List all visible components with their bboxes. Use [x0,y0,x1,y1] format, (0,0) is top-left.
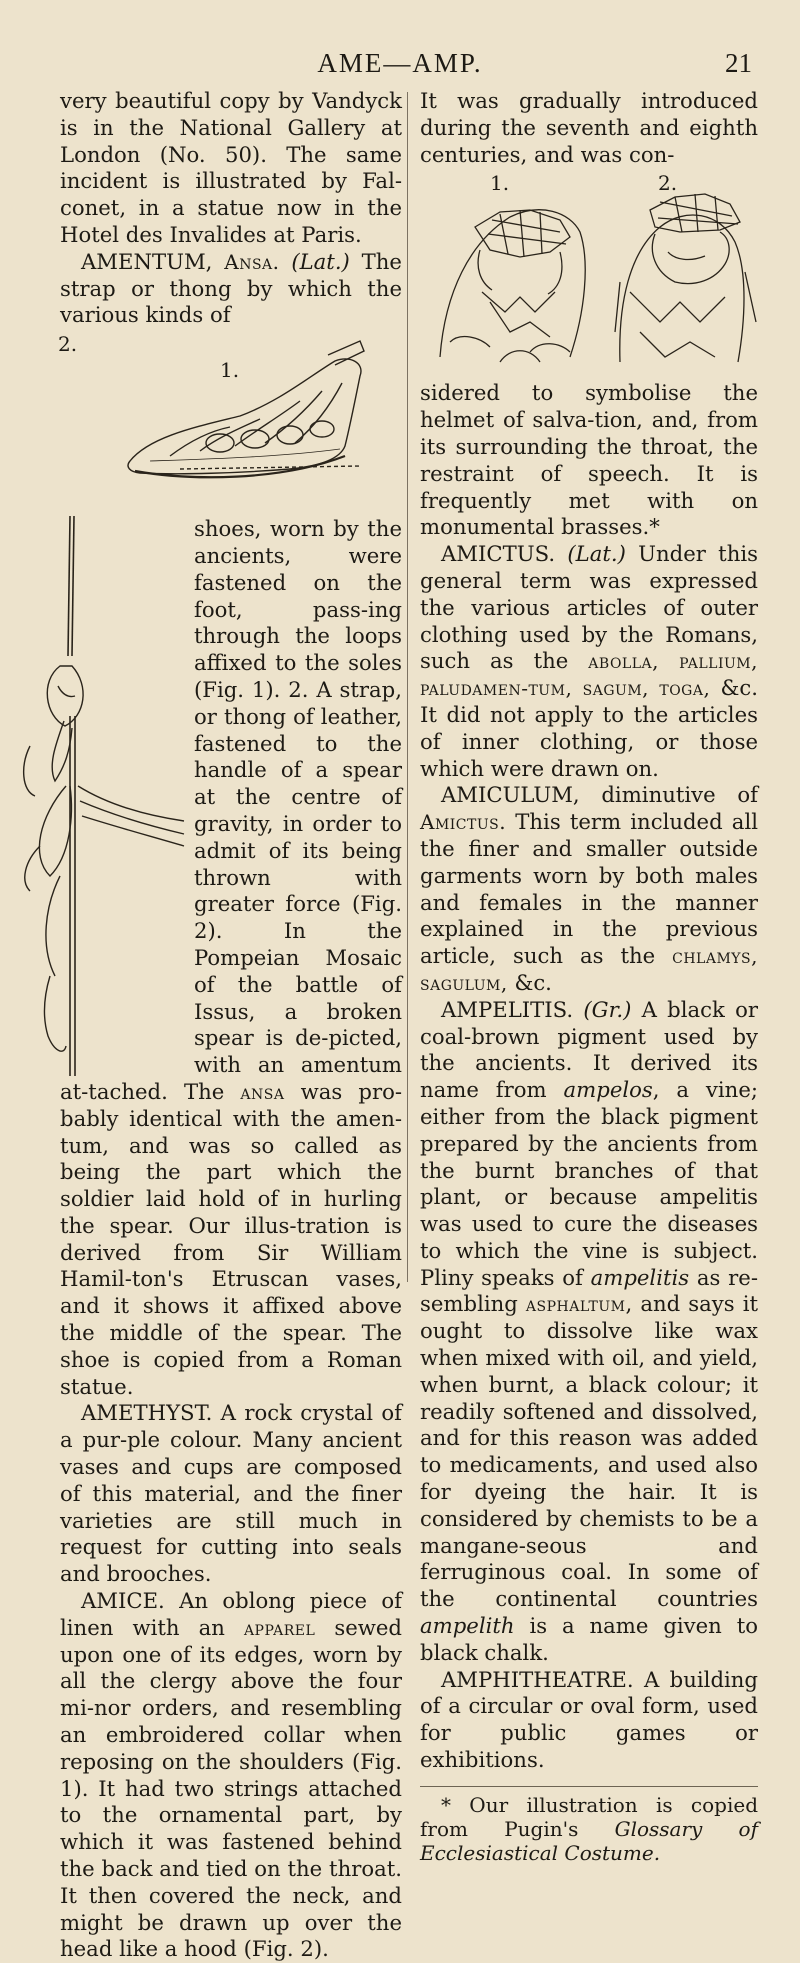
amentum-shoe-figure [60,331,402,516]
amethyst-headword: AMETHYST. [81,1400,213,1426]
amentum-headword: AMENTUM, [81,248,213,274]
left-column [60,88,402,1963]
amentum-spear-figure [0,516,186,1076]
ampelitis-text-d: , and says it ought to dissolve like wax when mixed with oil, and yield, when burnt, a black colour; it readily softened and dissolved, and for this reason was added to medicaments, and used also for dyeing the hair. It is considered by chemists to be a mangane-seous and ferruginous coal. In some of the continental countries [420,1291,758,1612]
amiculum-text-a: diminutive of [579,782,758,808]
column-divider [407,92,408,1282]
ampelitis-headword: AMPELITIS. [441,996,574,1022]
figure-1-label: 1. [220,358,240,383]
amphitheatre-text: A building of a circular or oval form, used for public games or exhibitions. [420,1666,758,1773]
amictus-text-a: Under this general term was expressed the various articles of outer clothing used by the Romans, such as the [420,541,758,674]
ampelitis-text-b: , a vine; either from the black pigment prepared by the ancients from the burnt branches of that plant, or because ampelitis was used to cure the diseases to which the vine is subject. Pliny speaks of [420,1077,758,1290]
amethyst-text: A rock crystal of a pur-ple colour. Many ancient vases and cups are composed of this material, and the finer varieties are still much in request for cutting into seals and brooches. [60,1400,402,1587]
spear-with-thong-illustration [0,516,186,1076]
amentum-text-b: shoes, worn by the ancients, were fastened on the foot, pass-ing through the loops affixed to the soles (Fig. 1). 2. A strap, or thong of leather, fastened to the handle of a spear at the centre of gravity, in order to admit of its being thrown with greater force (Fig. 2). In the Pompeian Mosaic of the battle of Issus, a broken spear is de-picted, with an amentum at-tached. The [60,516,402,1104]
amiculum-amictus-term: Amictus. [420,810,507,835]
amice-text-a: An oblong piece of linen with an [60,1588,402,1640]
amiculum-text-b: This term included all the finer and smaller outside garments worn by both males and females in the manner explained in the previous article, such as the [420,809,758,969]
amiculum-text-c: &c. [507,969,552,995]
amentum-ansa: Ansa. [224,249,280,274]
ampelitis-entry [420,997,758,1667]
ampelitis-text-e: is a name given to black chalk. [420,1613,758,1665]
amictus-terms: abolla, pallium, paludamen-tum, sagum, toga, [420,649,758,701]
amictus-text-b: &c. It did not apply to the articles of inner clothing, or those which were drawn on. [420,675,759,781]
ampelitis-text-a: A black or coal-brown pigment used by the ancients. It derived its name from [420,996,758,1103]
footnote-text: * Our illustration is copied from Pugin's [420,1792,758,1841]
footnote [420,1793,758,1865]
amictus-lang: (Lat.) [567,541,626,567]
right-column [420,88,758,1865]
ampelitis-ampelos: ampelos [563,1077,653,1103]
amphitheatre-headword: AMPHITHEATRE. [441,1666,634,1692]
amiculum-entry [420,782,758,996]
amentum-ansa-term: ansa [240,1079,285,1104]
vandyck-paragraph: very beautiful copy by Vandyck is in the National Gallery at London (No. 50). The same incident is illustrated by Fal-conet, in a statue now in the Hotel des Invalides at Paris. [60,88,402,247]
running-head: AME—AMP. [317,48,483,78]
ampelitis-lang: (Gr.) [583,996,632,1022]
ampelitis-asphaltum: asphaltum [525,1292,626,1317]
ampelitis-ampelitis: ampelitis [590,1264,690,1290]
amice-continued: It was gradually introduced during the seventh and eighth centuries, and was con- [420,88,758,167]
amice-figure-1-label: 1. [490,171,510,196]
amentum-entry-intro [60,249,402,329]
amentum-text-a: The strap or thong by which the various kinds of [60,248,402,328]
amice-apparel-term: apparel [243,1615,316,1640]
amice-text-b: sewed upon one of its edges, worn by all the clergy above the four mi-nor orders, and resembling an embroidered collar when reposing on the shoulders (Fig. 1). It had two strings attached to the ornamental part, by which it was fastened behind the back and tied on the throat. It then covered the neck, and might be drawn up over the head like a hood (Fig. 2). [60,1614,402,1962]
ampelitis-ampelith: ampelith [420,1613,515,1639]
amiculum-headword: AMICULUM, [441,782,580,808]
amiculum-terms: chlamys, sagulum, [420,944,758,995]
amentum-text-c: was pro-bably identical with the amen-tum, and was so called as being the part which the soldier laid hold of in hurling the spear. Our illus-tration is derived from Sir William Hamil-ton's Etruscan vases, and it shows it affixed above the middle of the spear. The shoe is copied from a Roman statue. [60,1078,402,1399]
amice-symbolism: sidered to symbolise the helmet of salva-tion, and, from its surrounding the throat, the restraint of speech. It is frequently met with on monumental brasses.* [420,380,758,540]
amice-entry [60,1588,402,1963]
amentum-lang: (Lat.) [291,248,350,274]
amice-illustration [420,172,758,372]
amice-figure-2-label: 2. [658,171,678,196]
page-number: 21 [725,48,752,78]
figure-2-label: 2. [58,332,78,357]
amethyst-entry [60,1400,402,1588]
ampelitis-text-c: as re-sembling [420,1264,758,1317]
amphitheatre-entry [420,1667,758,1774]
amictus-headword: AMICTUS. [441,541,556,567]
footnote-rule [420,1786,758,1787]
amice-figures [420,172,758,372]
amice-headword: AMICE. [81,1588,165,1614]
footnote-title: Glossary of Ecclesiastical Costume. [420,1816,758,1865]
amictus-entry [420,541,758,782]
